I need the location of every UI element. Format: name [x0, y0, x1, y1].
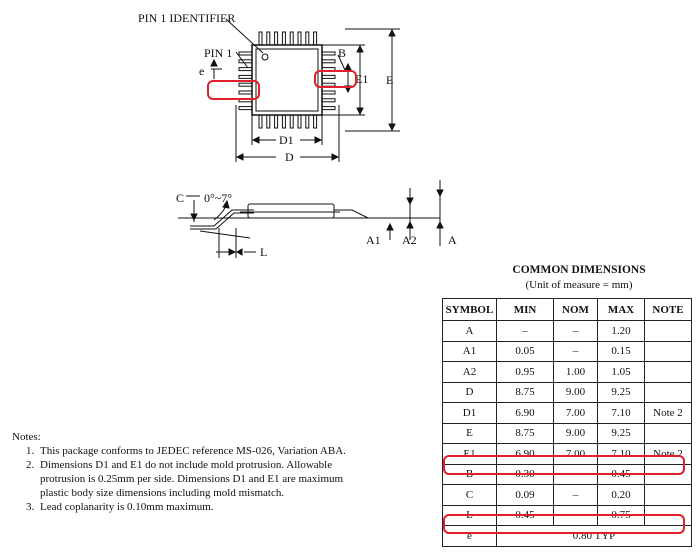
- top-lead: [282, 32, 285, 45]
- nom-cell: –: [554, 321, 598, 342]
- note-cell: [645, 341, 692, 362]
- top-lead: [259, 32, 262, 45]
- note-number: 3.: [26, 501, 35, 513]
- header-max: MAX: [598, 299, 645, 321]
- max-cell: 0.45: [598, 464, 645, 485]
- table-row: [443, 341, 692, 362]
- min-cell: 0.30: [497, 464, 554, 485]
- bottom-lead: [306, 115, 309, 128]
- top-lead: [275, 32, 278, 45]
- max-cell: 7.10: [598, 444, 645, 465]
- symbol-cell: A2: [443, 362, 497, 383]
- left-lead: [239, 107, 252, 110]
- header-symbol: SYMBOL: [443, 299, 497, 321]
- note-text: Dimensions D1 and E1 do not include mold protrusion. Allowable protrusion is 0.25mm per side. Dimensions D1 and E1 are maximum plastic body size dimensions including mold mismatch.: [40, 459, 344, 499]
- symbol-cell: L: [443, 505, 497, 526]
- bottom-lead: [267, 115, 270, 128]
- left-lead: [239, 68, 252, 71]
- note-number: 2.: [26, 459, 35, 471]
- bottom-lead: [282, 115, 285, 128]
- pin1-identifier-label: PIN 1 IDENTIFIER: [138, 11, 236, 25]
- symbol-cell: D1: [443, 403, 497, 424]
- min-cell: 0.09: [497, 485, 554, 506]
- note-cell: [645, 423, 692, 444]
- symbol-cell: D: [443, 382, 497, 403]
- note-cell: [645, 362, 692, 383]
- top-leads: [259, 32, 317, 45]
- common-dimensions-table: [442, 298, 692, 547]
- table-row: [443, 362, 692, 383]
- right-lead: [322, 91, 335, 94]
- top-lead: [298, 32, 301, 45]
- a2-label: A2: [402, 233, 417, 247]
- right-lead: [322, 60, 335, 63]
- table-row: [443, 485, 692, 506]
- top-lead: [314, 32, 317, 45]
- nom-cell: 9.00: [554, 382, 598, 403]
- note-item: [12, 500, 356, 514]
- note-number: 1.: [26, 445, 35, 457]
- max-cell: 9.25: [598, 382, 645, 403]
- table-subtitle: (Unit of measure = mm): [525, 279, 633, 291]
- highlight-e-row: [443, 514, 685, 534]
- min-cell: 0.45: [497, 505, 554, 526]
- max-cell: 1.05: [598, 362, 645, 383]
- highlight-b-lead: [314, 70, 357, 88]
- notes-list: [12, 444, 356, 514]
- note-cell: Note 2: [645, 403, 692, 424]
- min-cell: 6.90: [497, 444, 554, 465]
- b-label: B: [338, 46, 347, 60]
- min-cell: 8.75: [497, 382, 554, 403]
- highlight-e-lead: [207, 80, 260, 100]
- a-label: A: [448, 233, 457, 247]
- notes-heading: Notes:: [12, 431, 41, 443]
- nom-cell: –: [554, 464, 598, 485]
- bottom-leads: [259, 115, 317, 128]
- angle-label: 0°~7°: [204, 191, 233, 205]
- note-text: This package conforms to JEDEC reference MS-026, Variation ABA.: [40, 445, 346, 457]
- table-row: [443, 321, 692, 342]
- left-lead: [239, 60, 252, 63]
- nom-cell: 9.00: [554, 423, 598, 444]
- note-text: Lead coplanarity is 0.10mm maximum.: [40, 501, 214, 513]
- note-cell: Note 2: [645, 444, 692, 465]
- header-note: NOTE: [645, 299, 692, 321]
- table-row: [443, 382, 692, 403]
- table-row: [443, 423, 692, 444]
- note-cell: [645, 321, 692, 342]
- max-cell: 0.75: [598, 505, 645, 526]
- highlight-b-row: [443, 455, 685, 475]
- bottom-lead: [314, 115, 317, 128]
- nom-cell: –: [554, 505, 598, 526]
- symbol-cell: E1: [443, 444, 497, 465]
- nom-cell: 7.00: [554, 444, 598, 465]
- table-row: [443, 403, 692, 424]
- pin1-label: PIN 1: [204, 46, 233, 60]
- typ-value-cell: 0.80 TYP: [497, 526, 692, 547]
- max-cell: 0.20: [598, 485, 645, 506]
- symbol-cell: A: [443, 321, 497, 342]
- left-lead: [239, 75, 252, 78]
- right-lead: [322, 99, 335, 102]
- table-title: COMMON DIMENSIONS: [512, 264, 646, 276]
- bottom-lead: [275, 115, 278, 128]
- header-min: MIN: [497, 299, 554, 321]
- bottom-lead: [298, 115, 301, 128]
- table-header-row: [443, 299, 692, 321]
- symbol-cell: e: [443, 526, 497, 547]
- e1-label: E1: [355, 72, 369, 86]
- note-item: [12, 444, 356, 458]
- symbol-cell: E: [443, 423, 497, 444]
- notes-section: [12, 430, 356, 514]
- nom-cell: 7.00: [554, 403, 598, 424]
- note-cell: [645, 485, 692, 506]
- symbol-cell: C: [443, 485, 497, 506]
- min-cell: 6.90: [497, 403, 554, 424]
- nom-cell: –: [554, 485, 598, 506]
- max-cell: 9.25: [598, 423, 645, 444]
- e-label: e: [199, 64, 205, 78]
- c-label: C: [176, 191, 185, 205]
- symbol-cell: B: [443, 464, 497, 485]
- min-cell: 8.75: [497, 423, 554, 444]
- left-lead: [239, 52, 252, 55]
- top-lead: [290, 32, 293, 45]
- l-label: L: [260, 245, 268, 259]
- max-cell: 0.15: [598, 341, 645, 362]
- bottom-lead: [290, 115, 293, 128]
- top-lead: [306, 32, 309, 45]
- min-cell: 0.95: [497, 362, 554, 383]
- max-cell: 1.20: [598, 321, 645, 342]
- big-e-label: E: [386, 73, 394, 87]
- symbol-cell: A1: [443, 341, 497, 362]
- right-lead: [322, 107, 335, 110]
- nom-cell: –: [554, 341, 598, 362]
- max-cell: 7.10: [598, 403, 645, 424]
- header-nom: NOM: [554, 299, 598, 321]
- nom-cell: 1.00: [554, 362, 598, 383]
- right-lead: [322, 52, 335, 55]
- top-lead: [267, 32, 270, 45]
- d-label: D: [285, 150, 294, 164]
- min-cell: –: [497, 321, 554, 342]
- note-cell: [645, 382, 692, 403]
- bottom-lead: [259, 115, 262, 128]
- a1-label: A1: [366, 233, 381, 247]
- note-item: [12, 458, 356, 500]
- min-cell: 0.05: [497, 341, 554, 362]
- d1-label: D1: [279, 133, 294, 147]
